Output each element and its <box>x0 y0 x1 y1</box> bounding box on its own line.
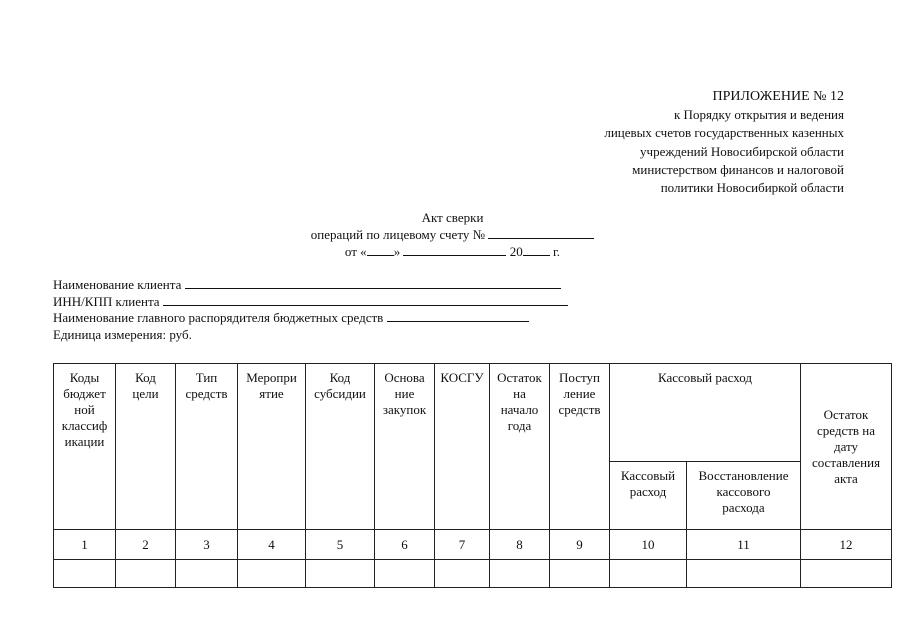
table-cell[interactable] <box>176 560 238 588</box>
header-text: Поступ <box>559 370 600 385</box>
appendix-line: учреждений Новосибирской области <box>640 143 844 159</box>
header-text: Кассовый <box>620 468 676 483</box>
header-text: на <box>513 386 526 401</box>
column-number: 7 <box>435 530 490 560</box>
header-text: Меропри <box>246 370 297 385</box>
header-text: бюджет <box>63 386 106 401</box>
appendix-line: к Порядку открытия и ведения <box>673 107 844 123</box>
column-number-row <box>54 530 892 560</box>
header-text: расхода <box>722 500 765 515</box>
header-text: средств на <box>816 422 876 438</box>
account-number-blank[interactable] <box>488 227 594 239</box>
appendix-line: министерством финансов и налоговой <box>632 161 844 177</box>
header-text: цели <box>132 386 159 401</box>
column-number: 3 <box>176 530 238 560</box>
date-year-prefix: 20 <box>509 244 523 259</box>
table-cell[interactable] <box>306 560 375 588</box>
appendix-title: ПРИЛОЖЕНИЕ № 12 <box>712 89 844 104</box>
inn-kpp-label: ИНН/КПП клиента <box>53 293 160 309</box>
header-text: икации <box>64 434 105 449</box>
header-text: классиф <box>61 418 108 433</box>
header-receipts <box>550 364 610 530</box>
appendix-line: политики Новосибиркой области <box>660 180 844 196</box>
column-number: 12 <box>801 530 892 560</box>
appendix-line: лицевых счетов государственных казенных <box>604 125 844 141</box>
header-text: Тип <box>195 370 218 385</box>
reconciliation-table <box>53 363 892 588</box>
table-cell[interactable] <box>375 560 435 588</box>
header-row-1 <box>54 364 892 462</box>
table-cell[interactable] <box>610 560 687 588</box>
column-number: 8 <box>490 530 550 560</box>
inn-kpp-row <box>53 294 568 311</box>
table-cell[interactable] <box>238 560 306 588</box>
header-text: расход <box>629 484 667 499</box>
client-name-row <box>53 277 568 294</box>
header-funds-type <box>176 364 238 530</box>
header-kosgu <box>435 364 490 530</box>
table-cell[interactable] <box>550 560 610 588</box>
header-text: Восстановление <box>698 468 789 483</box>
header-text: КОСГУ <box>440 370 484 385</box>
column-number: 2 <box>116 530 176 560</box>
header-text: Основа <box>384 370 425 385</box>
header-text: начало <box>500 402 539 417</box>
document-title-block <box>0 209 905 260</box>
header-text: года <box>507 418 532 433</box>
table-cell[interactable] <box>687 560 801 588</box>
header-text: Код <box>135 370 156 385</box>
header-text: ной <box>74 402 95 417</box>
table-cell[interactable] <box>435 560 490 588</box>
date-year-suffix: г. <box>552 244 561 259</box>
header-cash-expense <box>610 462 687 530</box>
date-line <box>0 243 905 260</box>
header-budget-codes <box>54 364 116 530</box>
unit-row: Единица измерения: руб. <box>53 326 192 342</box>
column-number: 5 <box>306 530 375 560</box>
date-open-quote: от « <box>344 244 367 259</box>
header-text: закупок <box>382 402 427 417</box>
header-text: составления <box>811 454 881 470</box>
account-number-label: операций по лицевому счету № <box>310 227 485 242</box>
header-text: Остаток <box>823 406 869 422</box>
account-number-line <box>0 226 905 243</box>
header-text: Код <box>329 370 351 385</box>
client-name-label: Наименование клиента <box>53 277 182 292</box>
column-number: 1 <box>54 530 116 560</box>
header-text: ление <box>563 386 596 401</box>
date-year-blank[interactable] <box>523 244 550 256</box>
client-fields <box>53 277 568 343</box>
table-cell[interactable] <box>54 560 116 588</box>
header-text: кассового <box>716 484 771 499</box>
date-month-blank[interactable] <box>403 244 506 256</box>
table-cell[interactable] <box>116 560 176 588</box>
header-text: средств <box>185 386 228 401</box>
header-closing-balance <box>801 364 892 530</box>
header-text: средств <box>558 402 601 417</box>
header-opening-balance <box>490 364 550 530</box>
header-text: дату <box>833 438 859 454</box>
column-number: 11 <box>687 530 801 560</box>
table-cell[interactable] <box>490 560 550 588</box>
document-title: Акт сверки <box>421 210 484 225</box>
header-text: субсидии <box>314 386 366 401</box>
main-manager-label: Наименование главного распорядителя бюджетных средств <box>53 310 384 325</box>
column-number: 9 <box>550 530 610 560</box>
empty-data-row <box>54 560 892 588</box>
date-close-quote: » <box>393 244 401 259</box>
date-day-blank[interactable] <box>367 244 394 256</box>
header-text: Коды <box>69 370 100 385</box>
header-text: ятие <box>259 386 284 401</box>
table-cell[interactable] <box>801 560 892 588</box>
header-cash-expense-restoration <box>687 462 801 530</box>
header-procurement-basis <box>375 364 435 530</box>
header-cash-expense-group: Кассовый расход <box>610 364 801 462</box>
column-number: 6 <box>375 530 435 560</box>
header-text: Остаток <box>497 370 542 385</box>
column-number: 10 <box>610 530 687 560</box>
header-text: ние <box>394 386 415 401</box>
header-text: акта <box>834 470 858 486</box>
header-event <box>238 364 306 530</box>
client-name-blank[interactable] <box>185 277 561 289</box>
main-manager-row <box>53 310 568 327</box>
column-number: 4 <box>238 530 306 560</box>
inn-kpp-blank[interactable] <box>163 294 568 306</box>
appendix-block <box>604 88 844 197</box>
header-purpose-code <box>116 364 176 530</box>
header-subsidy-code <box>306 364 375 530</box>
main-manager-blank[interactable] <box>387 310 529 322</box>
